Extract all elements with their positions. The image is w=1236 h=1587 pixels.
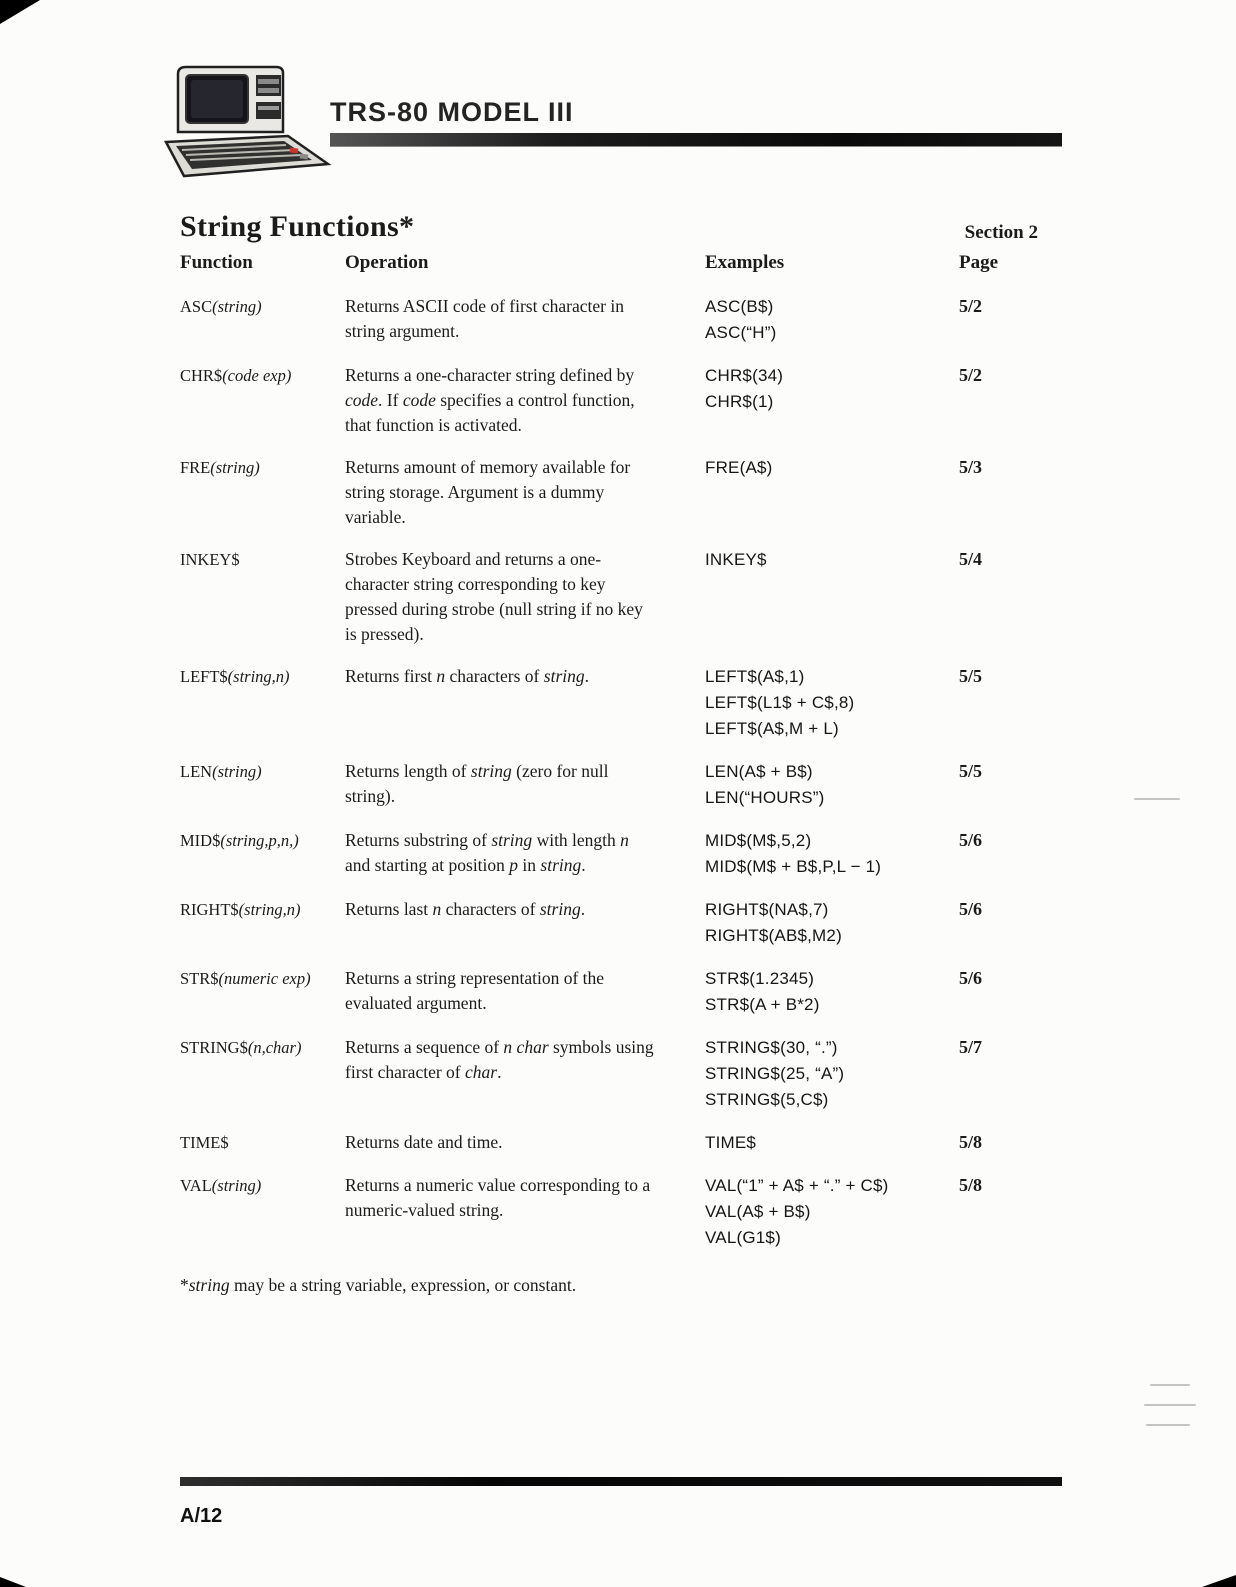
function-name: FRE bbox=[180, 458, 211, 477]
example-line: STRING$(25, “A”) bbox=[705, 1064, 845, 1083]
table-row bbox=[180, 455, 1062, 530]
example-line: STRING$(5,C$) bbox=[705, 1090, 829, 1109]
page-cell: 5/2 bbox=[959, 296, 983, 316]
examples-cell bbox=[705, 1130, 937, 1156]
brand-title: TRS-80 MODEL III bbox=[330, 97, 574, 127]
function-name: STR$ bbox=[180, 969, 219, 988]
example-line: TIME$ bbox=[705, 1133, 757, 1152]
content-area bbox=[180, 210, 1062, 1296]
function-name: MID$ bbox=[180, 831, 221, 850]
table-row bbox=[180, 759, 1062, 811]
example-line: VAL(A$ + B$) bbox=[705, 1202, 811, 1221]
examples-cell bbox=[705, 455, 937, 530]
operation-cell: Returns a sequence of n char symbols using first character of char. bbox=[345, 1037, 654, 1082]
page-cell: 5/3 bbox=[959, 457, 983, 477]
function-name: TIME$ bbox=[180, 1133, 229, 1152]
examples-cell bbox=[705, 363, 937, 438]
example-line: LEN(“HOURS”) bbox=[705, 788, 825, 807]
trs80-computer-icon bbox=[162, 62, 334, 185]
operation-cell: Returns a numeric value corresponding to a numeric-valued string. bbox=[345, 1175, 651, 1220]
functions-table-body bbox=[180, 294, 1062, 1251]
operation-cell: Returns a string representation of the evaluated argument. bbox=[345, 968, 605, 1013]
function-cell bbox=[180, 759, 345, 811]
scan-corner-artifact bbox=[0, 1577, 26, 1587]
operation-cell: Returns last n characters of string. bbox=[345, 899, 586, 919]
examples-cell bbox=[705, 294, 937, 346]
operation-cell: Returns a one-character string defined by code. If code specifies a control function, that function is activated. bbox=[345, 365, 635, 435]
table-row bbox=[180, 294, 1062, 346]
column-header-examples: Examples bbox=[705, 252, 785, 273]
function-args: (string,n) bbox=[238, 900, 301, 919]
example-line: STR$(A + B*2) bbox=[705, 995, 820, 1014]
pencil-mark bbox=[1134, 798, 1180, 800]
example-line: CHR$(1) bbox=[705, 392, 774, 411]
examples-cell bbox=[705, 547, 937, 647]
function-cell bbox=[180, 1130, 345, 1156]
function-name: LEN bbox=[180, 762, 213, 781]
column-header-page: Page bbox=[959, 252, 999, 273]
table-row bbox=[180, 363, 1062, 438]
table-row bbox=[180, 828, 1062, 880]
function-cell bbox=[180, 966, 345, 1018]
function-name: LEFT$ bbox=[180, 667, 228, 686]
operation-cell: Returns substring of string with length n and starting at position p in string. bbox=[345, 830, 629, 875]
function-name: INKEY$ bbox=[180, 550, 240, 569]
title-row bbox=[180, 210, 1062, 244]
section-label: Section 2 bbox=[964, 222, 1038, 243]
examples-cell bbox=[705, 1035, 937, 1113]
page-cell: 5/5 bbox=[959, 761, 983, 781]
function-cell bbox=[180, 664, 345, 742]
page-cell: 5/7 bbox=[959, 1037, 983, 1057]
operation-cell: Returns length of string (zero for null string). bbox=[345, 761, 609, 806]
function-cell bbox=[180, 363, 345, 438]
example-line: INKEY$ bbox=[705, 550, 767, 569]
page-cell: 5/6 bbox=[959, 830, 983, 850]
example-line: STRING$(30, “.”) bbox=[705, 1038, 838, 1057]
page-cell: 5/4 bbox=[959, 549, 983, 569]
function-cell bbox=[180, 828, 345, 880]
table-row bbox=[180, 547, 1062, 647]
scan-corner-artifact bbox=[0, 0, 40, 24]
table-row bbox=[180, 1035, 1062, 1113]
example-line: RIGHT$(NA$,7) bbox=[705, 900, 829, 919]
function-cell bbox=[180, 547, 345, 647]
page-number: A/12 bbox=[180, 1505, 223, 1527]
function-name: ASC bbox=[180, 297, 213, 316]
table-row bbox=[180, 966, 1062, 1018]
page-title: String Functions* bbox=[180, 210, 415, 243]
operation-cell: Returns ASCII code of first character in string argument. bbox=[345, 296, 624, 341]
page-cell: 5/5 bbox=[959, 666, 983, 686]
function-cell bbox=[180, 1035, 345, 1113]
footer-divider-bar bbox=[180, 1477, 1062, 1486]
function-args: (string) bbox=[210, 458, 260, 477]
example-line: ASC(“H”) bbox=[705, 323, 777, 342]
page-cell: 5/8 bbox=[959, 1175, 983, 1195]
example-line: ASC(B$) bbox=[705, 297, 774, 316]
example-line: MID$(M$,5,2) bbox=[705, 831, 812, 850]
function-args: (string) bbox=[211, 1176, 262, 1195]
example-line: LEFT$(A$,M + L) bbox=[705, 719, 839, 738]
function-name: STRING$ bbox=[180, 1038, 248, 1057]
column-header-operation: Operation bbox=[345, 252, 429, 273]
example-line: LEFT$(A$,1) bbox=[705, 667, 805, 686]
page-cell: 5/6 bbox=[959, 899, 983, 919]
examples-cell bbox=[705, 1173, 937, 1251]
function-args: (code exp) bbox=[222, 366, 292, 385]
operation-cell: Returns amount of memory available for string storage. Argument is a dummy variable. bbox=[345, 457, 631, 527]
operation-cell: Strobes Keyboard and returns a one-character string corresponding to key pressed during strobe (null string if no key is pressed). bbox=[345, 549, 643, 644]
function-cell bbox=[180, 1173, 345, 1251]
example-line: MID$(M$ + B$,P,L − 1) bbox=[705, 857, 882, 876]
table-row bbox=[180, 1173, 1062, 1251]
function-cell bbox=[180, 455, 345, 530]
table-row bbox=[180, 664, 1062, 742]
function-args: (numeric exp) bbox=[218, 969, 311, 988]
function-args: (n,char) bbox=[247, 1038, 302, 1057]
table-row bbox=[180, 897, 1062, 949]
function-name: VAL bbox=[180, 1176, 212, 1195]
example-line: CHR$(34) bbox=[705, 366, 784, 385]
operation-cell: Returns date and time. bbox=[345, 1132, 503, 1152]
table-row bbox=[180, 1130, 1062, 1156]
column-header-function: Function bbox=[180, 252, 253, 273]
function-cell bbox=[180, 897, 345, 949]
examples-cell bbox=[705, 897, 937, 949]
function-args: (string) bbox=[212, 762, 262, 781]
examples-cell bbox=[705, 828, 937, 880]
pencil-mark bbox=[1150, 1384, 1190, 1386]
scan-corner-artifact bbox=[1202, 1575, 1236, 1587]
pencil-mark bbox=[1144, 1404, 1196, 1406]
operation-cell: Returns first n characters of string. bbox=[345, 666, 589, 686]
function-args: (string,n) bbox=[227, 667, 290, 686]
examples-cell bbox=[705, 966, 937, 1018]
example-line: VAL(“1” + A$ + “.” + C$) bbox=[705, 1176, 889, 1195]
function-name: CHR$ bbox=[180, 366, 223, 385]
page-cell: 5/2 bbox=[959, 365, 983, 385]
example-line: RIGHT$(AB$,M2) bbox=[705, 926, 842, 945]
example-line: STR$(1.2345) bbox=[705, 969, 815, 988]
function-name: RIGHT$ bbox=[180, 900, 239, 919]
pencil-mark bbox=[1146, 1424, 1190, 1426]
footnote: *string may be a string variable, expression, or constant. bbox=[180, 1275, 577, 1295]
function-args: (string) bbox=[212, 297, 262, 316]
example-line: LEFT$(L1$ + C$,8) bbox=[705, 693, 855, 712]
page-cell: 5/6 bbox=[959, 968, 983, 988]
example-line: VAL(G1$) bbox=[705, 1228, 781, 1247]
example-line: LEN(A$ + B$) bbox=[705, 762, 813, 781]
function-cell bbox=[180, 294, 345, 346]
examples-cell bbox=[705, 664, 937, 742]
function-args: (string,p,n,) bbox=[220, 831, 299, 850]
table-header-row bbox=[180, 252, 1062, 274]
page-cell: 5/8 bbox=[959, 1132, 983, 1152]
examples-cell bbox=[705, 759, 937, 811]
brand-divider-bar bbox=[330, 133, 1062, 146]
example-line: FRE(A$) bbox=[705, 458, 773, 477]
